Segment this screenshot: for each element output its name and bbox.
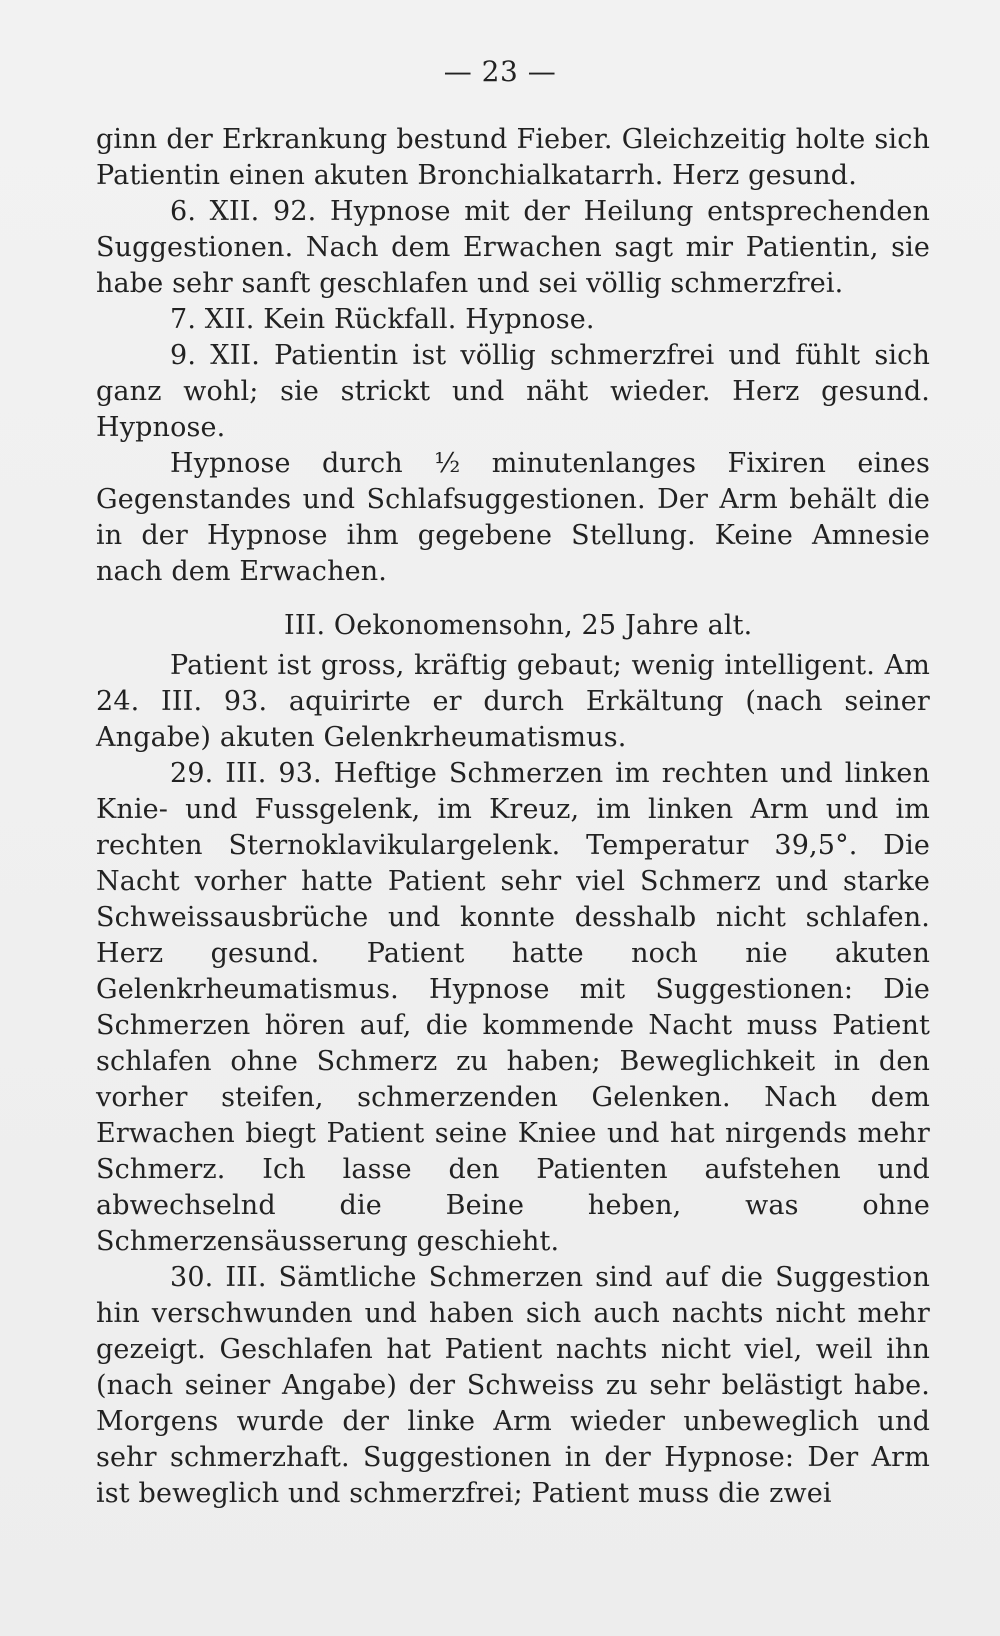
- paragraph-1: ginn der Erkrankung bestund Fieber. Gleichzeitig holte sich Patientin einen akuten Bronchialkatarrh. Herz gesund.: [96, 124, 930, 191]
- paragraph-3: 7. XII. Kein Rückfall. Hypnose.: [170, 304, 595, 335]
- page-body: [96, 122, 930, 1512]
- paragraph-2: 6. XII. 92. Hypnose mit der Heilung entsprechenden Suggestionen. Nach dem Erwachen sagt mir Patientin, sie habe sehr sanft geschlafen und sei völlig schmerzfrei.: [96, 196, 930, 299]
- paragraph-5: Hypnose durch ½ minutenlanges Fixiren eines Gegenstandes und Schlafsuggestionen. Der Arm behält die in der Hypnose ihm gegebene Stellung. Keine Amnesie nach dem Erwachen.: [96, 448, 930, 587]
- case-heading: III. Oekonomensohn, 25 Jahre alt.: [284, 610, 753, 641]
- paragraph-4: 9. XII. Patientin ist völlig schmerzfrei und fühlt sich ganz wohl; sie strickt und näht wieder. Herz gesund. Hypnose.: [96, 340, 930, 443]
- paragraph-7: 29. III. 93. Heftige Schmerzen im rechten und linken Knie- und Fussgelenk, im Kreuz, im linken Arm und im rechten Sternoklavikulargelenk. Temperatur 39,5°. Die Nacht vorher hatte Patient sehr viel Schmerz und starke Schweissausbrüche und konnte desshalb nicht schlafen. Herz gesund. Patient hatte noch nie akuten Gelenkrheumatismus. Hypnose mit Suggestionen: Die Schmerzen hören auf, die kommende Nacht muss Patient schlafen ohne Schmerz zu haben; Beweglichkeit in den vorher steifen, schmerzenden Gelenken. Nach dem Erwachen biegt Patient seine Kniee und hat nirgends mehr Schmerz. Ich lasse den Patienten aufstehen und abwechselnd die Beine heben, was ohne Schmerzensäusserung geschieht.: [96, 758, 930, 1257]
- paragraph-6: Patient ist gross, kräftig gebaut; wenig intelligent. Am 24. III. 93. aquirirte er durch Erkältung (nach seiner Angabe) akuten Gelenkrheumatismus.: [96, 650, 930, 753]
- paragraph-8: 30. III. Sämtliche Schmerzen sind auf die Suggestion hin verschwunden und haben sich auch nachts nicht mehr gezeigt. Geschlafen hat Patient nachts nicht viel, weil ihn (nach seiner Angabe) der Schweiss zu sehr belästigt habe. Morgens wurde der linke Arm wieder unbeweglich und sehr schmerzhaft. Suggestionen in der Hypnose: Der Arm ist beweglich und schmerzfrei; Patient muss die zwei: [96, 1262, 930, 1509]
- page-number: — 23 —: [443, 55, 557, 88]
